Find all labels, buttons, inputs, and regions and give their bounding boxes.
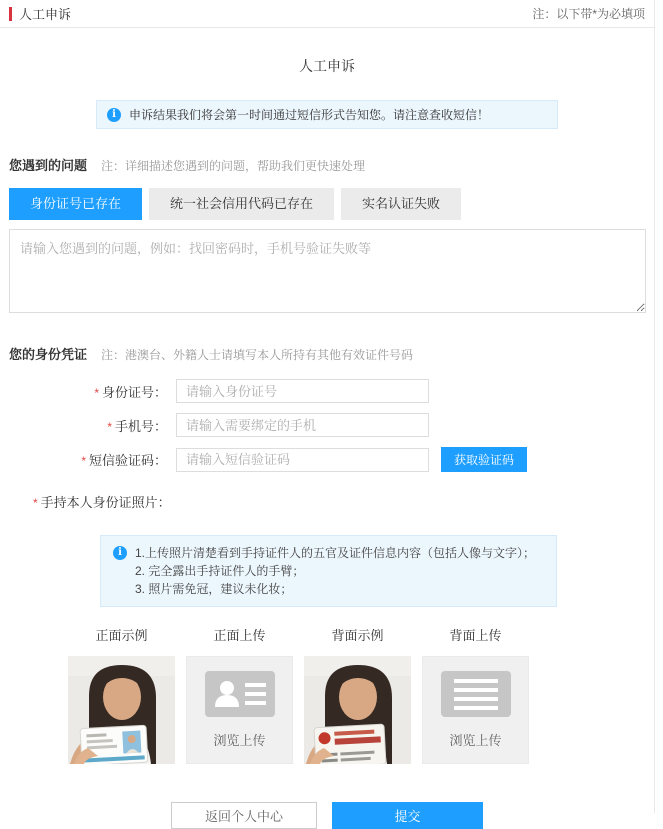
id-number-label: * 身份证号： — [94, 384, 167, 400]
identity-section-title: 您的身份凭证 — [9, 347, 88, 362]
front-example-image — [68, 656, 175, 764]
photo-rule-3: 3. 照片需免冠，建议未化妆； — [135, 582, 293, 596]
form-row-id-number — [0, 379, 654, 403]
required-star: * — [107, 419, 112, 434]
submit-button[interactable]: 提交 — [332, 802, 483, 829]
tab-id-number-exists[interactable]: 身份证号已存在 — [9, 188, 142, 220]
header-bar — [0, 0, 654, 28]
sms-code-label: * 短信验证码： — [81, 453, 167, 468]
tab-realname-auth-failed[interactable]: 实名认证失败 — [341, 188, 461, 220]
back-upload-label: 背面上传 — [449, 628, 502, 643]
info-icon: i — [113, 546, 127, 560]
page-title: 人工申诉 — [299, 58, 355, 74]
id-card-front-icon — [205, 671, 275, 717]
sms-notice-alert — [96, 100, 558, 129]
form-row-sms-code — [0, 447, 654, 472]
front-example-photo — [68, 656, 175, 764]
photo-rule-1: 1.上传照片清楚看到手持证件人的五官及证件信息内容（包括人像与文字）； — [135, 546, 536, 560]
required-star: * — [33, 496, 38, 510]
photo-rules-alert — [100, 535, 557, 607]
problem-description-textarea[interactable] — [9, 229, 646, 313]
front-upload-label: 正面上传 — [213, 628, 266, 643]
back-example-image — [304, 656, 411, 764]
info-icon: i — [107, 108, 121, 122]
back-upload-box[interactable] — [422, 656, 529, 764]
sms-code-input[interactable] — [176, 448, 429, 472]
photo-requirement-label: * 手持本人身份证照片： — [33, 495, 171, 510]
required-star: * — [81, 454, 86, 468]
id-card-back-icon — [441, 671, 511, 717]
back-example-photo — [304, 656, 411, 764]
identity-section-header — [9, 344, 645, 363]
identity-form — [0, 379, 654, 472]
phone-label: * 手机号： — [107, 418, 167, 434]
front-browse-upload-text: 浏览上传 — [213, 733, 266, 748]
problem-section-header — [9, 155, 645, 174]
get-code-button[interactable]: 获取验证码 — [441, 447, 527, 472]
problem-tabs — [9, 188, 645, 220]
red-accent-bar — [9, 7, 12, 21]
upload-column-labels — [68, 625, 654, 644]
sms-notice-text: 申诉结果我们将会第一时间通过短信形式告知您。请注意查收短信！ — [129, 108, 490, 122]
problem-section-note: 注：详细描述您遇到的问题，帮助我们更快速处理 — [101, 159, 366, 173]
footer-actions — [0, 802, 654, 829]
header-title: 人工申诉 — [19, 7, 72, 22]
form-row-phone — [0, 413, 654, 437]
upload-row — [68, 656, 654, 764]
photo-rules-list — [135, 544, 535, 598]
required-note: 注：以下带*为必填项 — [532, 7, 645, 21]
back-browse-upload-text: 浏览上传 — [449, 733, 502, 748]
tab-credit-code-exists[interactable]: 统一社会信用代码已存在 — [149, 188, 334, 220]
id-number-input[interactable] — [176, 379, 429, 403]
problem-section-title: 您遇到的问题 — [9, 158, 88, 173]
identity-section-note: 注：港澳台、外籍人士请填写本人所持有其他有效证件号码 — [101, 348, 414, 362]
front-example-label: 正面示例 — [95, 628, 148, 643]
breadcrumb — [9, 4, 71, 23]
back-example-label: 背面示例 — [331, 628, 384, 643]
front-upload-box[interactable] — [186, 656, 293, 764]
required-star: * — [94, 385, 99, 400]
phone-input[interactable] — [176, 413, 429, 437]
photo-rule-2: 2. 完全露出手持证件人的手臂； — [135, 564, 305, 578]
back-to-profile-button[interactable]: 返回个人中心 — [171, 802, 317, 829]
